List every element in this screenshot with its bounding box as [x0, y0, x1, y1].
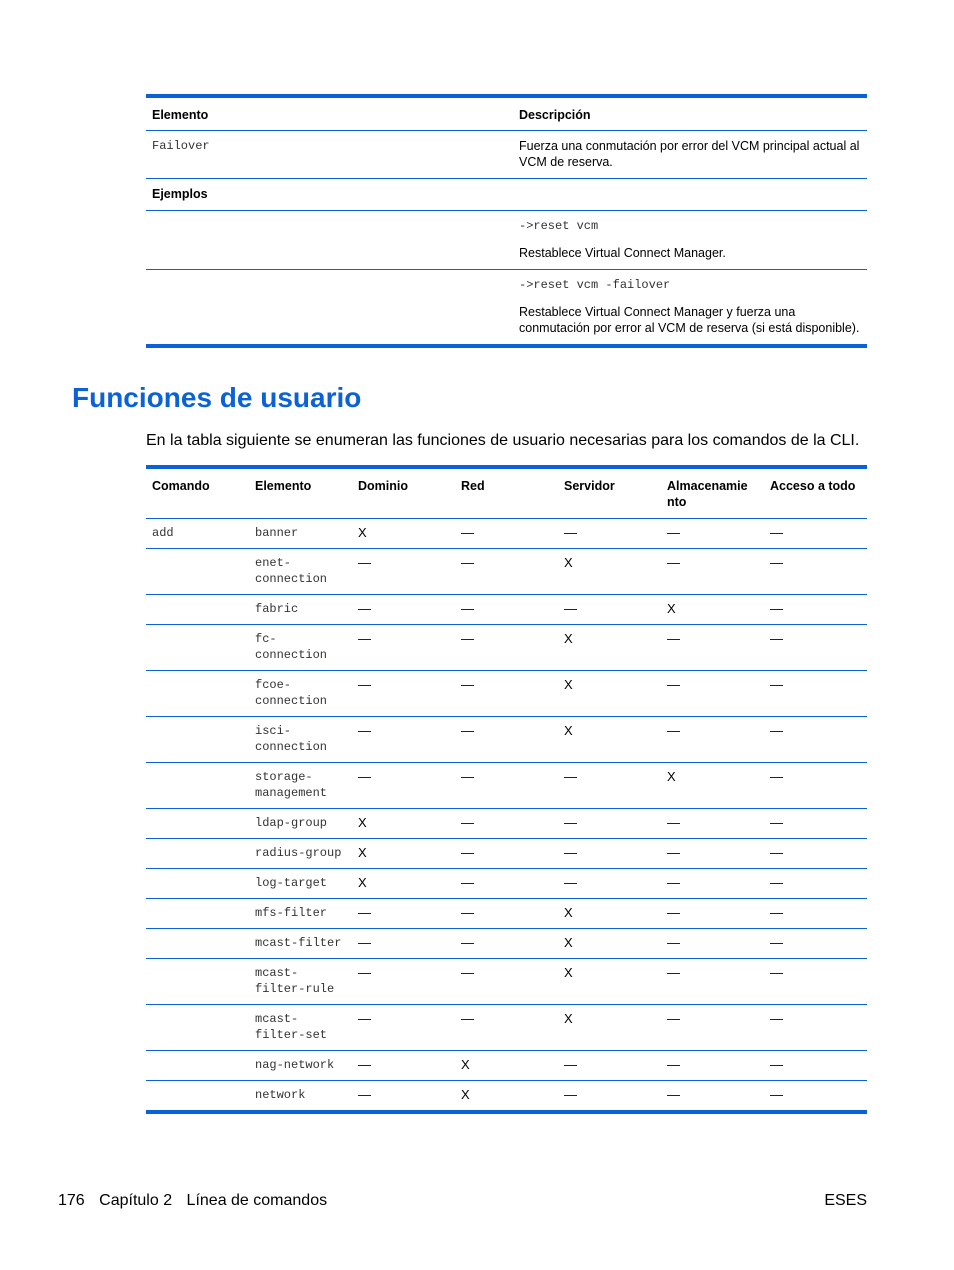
element-cell: mfs-filter	[249, 899, 352, 929]
red-cell: X	[461, 1087, 470, 1102]
dominio-cell: —	[352, 959, 455, 1005]
command-cell	[146, 959, 249, 1005]
command-cell	[146, 839, 249, 869]
command-cell	[146, 1051, 249, 1081]
example-description: Restablece Virtual Connect Manager.	[519, 246, 726, 260]
servidor-cell: X	[558, 625, 661, 671]
dominio-cell: —	[352, 625, 455, 671]
almacenamiento-cell: X	[661, 763, 764, 809]
element-cell: fc-connection	[249, 625, 352, 671]
dominio-cell: X	[352, 839, 455, 869]
table-row	[146, 869, 867, 899]
red-cell: —	[455, 899, 558, 929]
chapter-label: Capítulo 2	[99, 1192, 173, 1209]
table-row	[146, 1051, 867, 1081]
almacenamiento-cell: —	[661, 959, 764, 1005]
chapter-title: Línea de comandos	[186, 1192, 328, 1209]
acceso-cell: —	[764, 869, 867, 899]
header-red: Red	[455, 469, 558, 519]
servidor-cell: X	[558, 1005, 661, 1051]
table-row	[146, 625, 867, 671]
dominio-cell: —	[352, 717, 455, 763]
dominio-cell: X	[352, 809, 455, 839]
command-cell	[146, 625, 249, 671]
element-cell: enet-connection	[249, 549, 352, 595]
almacenamiento-cell: X	[661, 595, 764, 625]
servidor-cell: X	[558, 717, 661, 763]
red-cell: —	[455, 1005, 558, 1051]
table-row	[146, 839, 867, 869]
roles-table-body	[146, 519, 867, 1111]
servidor-cell: —	[558, 839, 661, 869]
header-dominio: Dominio	[352, 469, 455, 519]
command-cell	[146, 671, 249, 717]
command-cell	[146, 549, 249, 595]
command-cell	[146, 1005, 249, 1051]
command-cell	[146, 717, 249, 763]
almacenamiento-cell: —	[661, 519, 764, 549]
command-cell	[146, 899, 249, 929]
servidor-cell: X	[558, 671, 661, 717]
header-elemento: Elemento	[249, 469, 352, 519]
command-cell	[146, 595, 249, 625]
example-empty-cell	[146, 270, 513, 345]
acceso-cell: —	[770, 1087, 783, 1102]
table-row	[146, 809, 867, 839]
example-row	[146, 211, 867, 270]
almacenamiento-cell: —	[661, 929, 764, 959]
acceso-cell: —	[764, 671, 867, 717]
dominio-cell: —	[352, 595, 455, 625]
table-row	[146, 929, 867, 959]
table-row	[146, 899, 867, 929]
red-cell: —	[455, 671, 558, 717]
command-cell: add	[146, 519, 249, 549]
servidor-cell: X	[558, 929, 661, 959]
red-cell: —	[455, 763, 558, 809]
servidor-cell: —	[558, 519, 661, 549]
page-footer-lang-code: ESES	[824, 1192, 867, 1209]
element-cell: isci-connection	[249, 717, 352, 763]
servidor-cell: X	[558, 959, 661, 1005]
almacenamiento-cell: —	[661, 899, 764, 929]
examples-label: Ejemplos	[146, 179, 867, 211]
example-description: Restablece Virtual Connect Manager y fuerza una conmutación por error al VCM de reserva (si está disponible).	[519, 305, 860, 335]
command-cell	[146, 763, 249, 809]
red-cell: —	[455, 549, 558, 595]
acceso-cell: —	[764, 549, 867, 595]
servidor-cell: —	[558, 1051, 661, 1081]
element-cell: network	[255, 1088, 306, 1102]
element-cell: mcast-filter	[249, 929, 352, 959]
example-command: ->reset vcm	[519, 219, 599, 233]
almacenamiento-cell: —	[661, 671, 764, 717]
dominio-cell: —	[352, 671, 455, 717]
table-row	[146, 519, 867, 549]
table-row	[146, 959, 867, 1005]
element-cell: banner	[249, 519, 352, 549]
almacenamiento-cell: —	[661, 1051, 764, 1081]
examples-row	[146, 179, 867, 211]
table-row	[146, 131, 867, 179]
almacenamiento-cell: —	[661, 717, 764, 763]
table-header-row	[146, 98, 867, 131]
table-header-row	[146, 469, 867, 519]
command-cell	[146, 869, 249, 899]
element-cell: radius-group	[249, 839, 352, 869]
table-row	[146, 717, 867, 763]
header-elemento: Elemento	[146, 98, 513, 131]
acceso-cell: —	[764, 959, 867, 1005]
acceso-cell: —	[764, 1051, 867, 1081]
servidor-cell: X	[558, 899, 661, 929]
servidor-cell: —	[558, 809, 661, 839]
element-cell: storage-management	[249, 763, 352, 809]
element-cell: ldap-group	[249, 809, 352, 839]
red-cell: —	[455, 625, 558, 671]
element-failover: Failover	[146, 131, 513, 179]
header-almacenamiento: Almacenamie nto	[661, 469, 764, 519]
acceso-cell: —	[764, 519, 867, 549]
almacenamiento-cell: —	[661, 549, 764, 595]
table-row	[146, 1081, 867, 1111]
red-cell: —	[455, 519, 558, 549]
page-number: 176	[58, 1192, 85, 1209]
acceso-cell: —	[764, 763, 867, 809]
page-footer-left	[58, 1192, 337, 1210]
element-cell: mcast-filter-set	[249, 1005, 352, 1051]
dominio-cell: X	[352, 869, 455, 899]
example-command: ->reset vcm -failover	[519, 278, 671, 292]
almacenamiento-cell: —	[661, 1005, 764, 1051]
table-row	[146, 595, 867, 625]
table-row	[146, 763, 867, 809]
red-cell: —	[455, 809, 558, 839]
red-cell: —	[455, 869, 558, 899]
element-cell: fcoe-connection	[249, 671, 352, 717]
command-cell	[146, 809, 249, 839]
element-cell: fabric	[249, 595, 352, 625]
acceso-cell: —	[764, 839, 867, 869]
header-descripcion: Descripción	[513, 98, 867, 131]
element-cell: mcast-filter-rule	[249, 959, 352, 1005]
section-intro: En la tabla siguiente se enumeran las funciones de usuario necesarias para los comandos de la CLI.	[146, 432, 860, 449]
header-acceso-a-todo: Acceso a todo	[764, 469, 867, 519]
acceso-cell: —	[764, 625, 867, 671]
servidor-cell: —	[558, 595, 661, 625]
servidor-cell: X	[558, 549, 661, 595]
almacenamiento-cell: —	[667, 1087, 680, 1102]
dominio-cell: —	[358, 1087, 371, 1102]
dominio-cell: —	[352, 899, 455, 929]
acceso-cell: —	[764, 809, 867, 839]
acceso-cell: —	[764, 899, 867, 929]
example-cell	[513, 270, 867, 345]
user-roles-table	[146, 465, 867, 1114]
almacenamiento-cell: —	[661, 839, 764, 869]
servidor-cell: —	[558, 869, 661, 899]
dominio-cell: —	[352, 929, 455, 959]
dominio-cell: —	[352, 1051, 455, 1081]
red-cell: —	[455, 839, 558, 869]
almacenamiento-cell: —	[661, 869, 764, 899]
section-title: Funciones de usuario	[72, 382, 362, 413]
acceso-cell: —	[764, 717, 867, 763]
acceso-cell: —	[764, 1005, 867, 1051]
dominio-cell: —	[352, 549, 455, 595]
example-empty-cell	[146, 211, 513, 270]
command-cell	[146, 1081, 249, 1111]
dominio-cell: —	[352, 763, 455, 809]
example-row	[146, 270, 867, 345]
almacenamiento-cell: —	[661, 809, 764, 839]
red-cell: X	[455, 1051, 558, 1081]
element-description-table	[146, 94, 867, 348]
acceso-cell: —	[764, 929, 867, 959]
element-cell: log-target	[249, 869, 352, 899]
header-servidor: Servidor	[558, 469, 661, 519]
servidor-cell: —	[558, 763, 661, 809]
element-failover-desc: Fuerza una conmutación por error del VCM principal actual al VCM de reserva.	[513, 131, 867, 179]
red-cell: —	[455, 959, 558, 1005]
red-cell: —	[455, 929, 558, 959]
acceso-cell: —	[764, 595, 867, 625]
dominio-cell: X	[352, 519, 455, 549]
table-row	[146, 1005, 867, 1051]
table-row	[146, 671, 867, 717]
servidor-cell: —	[564, 1087, 577, 1102]
almacenamiento-cell: —	[661, 625, 764, 671]
table-row	[146, 549, 867, 595]
example-cell	[513, 211, 867, 270]
red-cell: —	[455, 717, 558, 763]
dominio-cell: —	[352, 1005, 455, 1051]
command-cell	[146, 929, 249, 959]
header-comando: Comando	[146, 469, 249, 519]
element-cell: nag-network	[249, 1051, 352, 1081]
red-cell: —	[455, 595, 558, 625]
